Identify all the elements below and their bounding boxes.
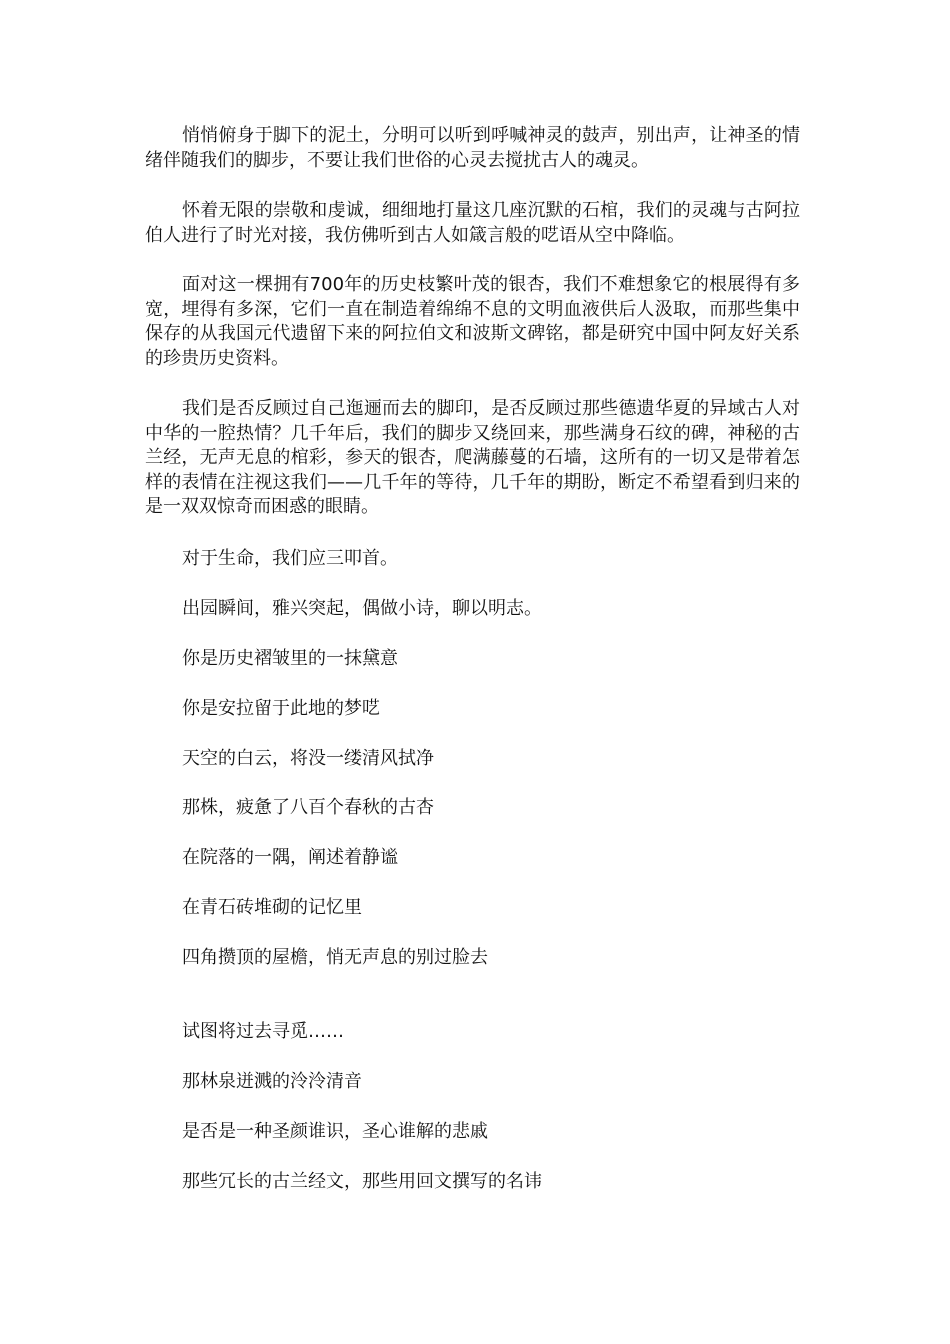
poem-line-4: 那株，疲惫了八百个春秋的古杏 [182, 797, 434, 818]
poem-line-11: 那些冗长的古兰经文，那些用回文撰写的名讳 [182, 1171, 542, 1192]
paragraph-1: 悄悄俯身于脚下的泥土，分明可以听到呼喊神灵的鼓声，别出声，让神圣的情绪伴随我们的脚步，不要让我们世俗的心灵去搅扰古人的魂灵。 [145, 125, 800, 171]
poem-line-1: 你是历史褶皱里的一抹黛意 [182, 648, 398, 669]
poem-line-2: 你是安拉留于此地的梦呓 [182, 698, 380, 719]
poem-line-3: 天空的白云，将没一缕清风拭净 [182, 748, 434, 769]
paragraph-2: 怀着无限的崇敬和虔诚，细细地打量这几座沉默的石棺，我们的灵魂与古阿拉伯人进行了时光对接，我仿佛听到古人如箴言般的呓语从空中降临。 [145, 200, 800, 246]
poem-line-5: 在院落的一隅，阐述着静谧 [182, 847, 398, 868]
text-line-2: 出园瞬间，雅兴突起，偶做小诗，聊以明志。 [182, 598, 542, 619]
text-line-1: 对于生命，我们应三叩首。 [182, 548, 398, 569]
poem-line-10: 是否是一种圣颜谁识，圣心谁解的悲戚 [182, 1121, 488, 1142]
poem-line-7: 四角攒顶的屋檐，悄无声息的别过脸去 [182, 947, 488, 968]
poem-line-6: 在青石砖堆砌的记忆里 [182, 897, 362, 918]
paragraph-4: 我们是否反顾过自己迤逦而去的脚印，是否反顾过那些德遗华夏的异域古人对中华的一腔热情？几千年后，我们的脚步又绕回来，那些满身石纹的碑，神秘的古兰经，无声无息的棺彩，参天的银杏，爬满藤蔓的石墙，这所有的一切又是带着怎样的表情在注视这我们——几千年的等待，几千年的期盼，断定不希望看到归来的是一双双惊奇而困惑的眼睛。 [145, 398, 800, 517]
paragraph-3: 面对这一棵拥有700年的历史枝繁叶茂的银杏，我们不难想象它的根展得有多宽，埋得有多深，它们一直在制造着绵绵不息的文明血液供后人汲取，而那些集中保存的从我国元代遗留下来的阿拉伯文和波斯文碑铭，都是研究中国中阿友好关系的珍贵历史资料。 [145, 274, 800, 369]
poem-line-9: 那林泉迸溅的泠泠清音 [182, 1071, 362, 1092]
poem-line-8: 试图将过去寻觅…… [182, 1021, 344, 1042]
